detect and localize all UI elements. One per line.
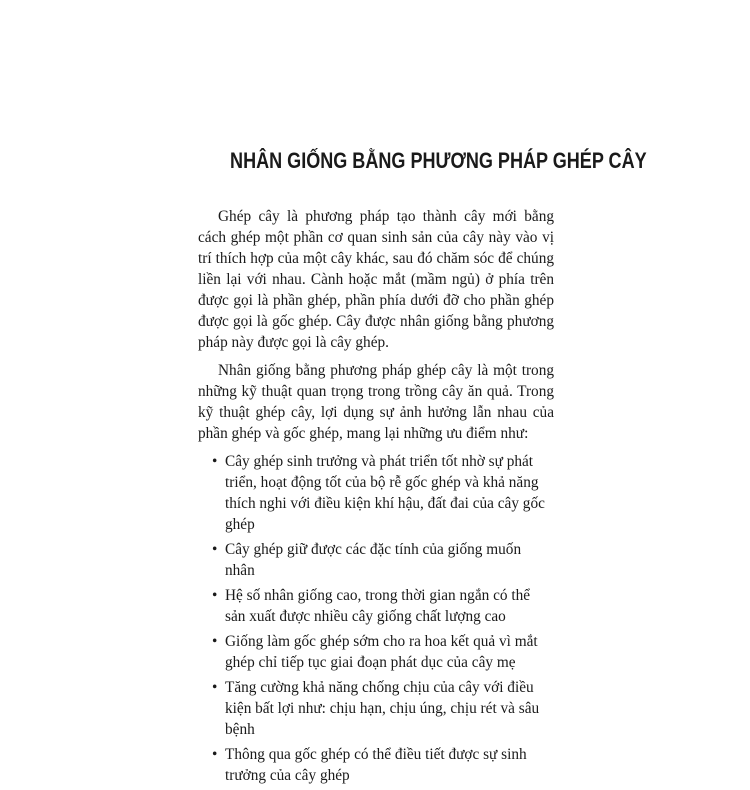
bullet-icon: • <box>212 453 218 470</box>
list-item <box>198 631 554 673</box>
bullet-icon: • <box>212 679 218 696</box>
advantages-list <box>198 451 554 786</box>
bullet-icon: • <box>212 746 218 763</box>
bullet-icon: • <box>212 587 218 604</box>
book-page <box>198 0 647 784</box>
list-item <box>198 744 554 786</box>
list-item-text: Cây ghép giữ được các đặc tính của giống muốn nhân <box>225 541 522 579</box>
list-item <box>198 677 554 740</box>
list-item <box>198 539 554 581</box>
list-item-text: Hệ số nhân giống cao, trong thời gian ngắn có thể sản xuất được nhiều cây giống chất lượng cao <box>225 587 531 625</box>
bullet-icon: • <box>212 541 218 558</box>
list-item <box>198 585 554 627</box>
list-item <box>198 451 554 535</box>
list-item-text: Cây ghép sinh trưởng và phát triển tốt nhờ sự phát triển, hoạt động tốt của bộ rễ gốc ghép và khả năng thích nghi với điều kiện khí hậu, đất đai của cây gốc ghép <box>225 453 545 533</box>
page-title: NHÂN GIỐNG BẰNG PHƯƠNG PHÁP GHÉP CÂY <box>230 148 647 173</box>
list-item-text: Thông qua gốc ghép có thể điều tiết được sự sinh trưởng của cây ghép <box>225 746 527 784</box>
list-item-text: Giống làm gốc ghép sớm cho ra hoa kết quả vì mắt ghép chỉ tiếp tục giai đoạn phát dục của cây mẹ <box>225 633 538 671</box>
paragraph-intro: Ghép cây là phương pháp tạo thành cây mới bằng cách ghép một phần cơ quan sinh sản của cây này vào vị trí thích hợp của một cây khác, sau đó chăm sóc để chúng liền lại với nhau. Cành hoặc mắt (mầm ngủ) ở phía trên được gọi là phần ghép, phần phía dưới đỡ cho phần ghép được gọi là gốc ghép. Cây được nhân giống bằng phương pháp này được gọi là cây ghép. <box>198 208 554 351</box>
list-item-text: Tăng cường khả năng chống chịu của cây với điều kiện bất lợi như: chịu hạn, chịu úng, chịu rét và sâu bệnh <box>225 679 540 738</box>
body-text <box>198 206 554 790</box>
bullet-icon: • <box>212 633 218 650</box>
paragraph-advantages: Nhân giống bằng phương pháp ghép cây là một trong những kỹ thuật quan trọng trong trồng cây ăn quả. Trong kỹ thuật ghép cây, lợi dụng sự ảnh hưởng lẫn nhau của phần ghép và gốc ghép, mang lại những ưu điểm như: <box>198 362 554 442</box>
